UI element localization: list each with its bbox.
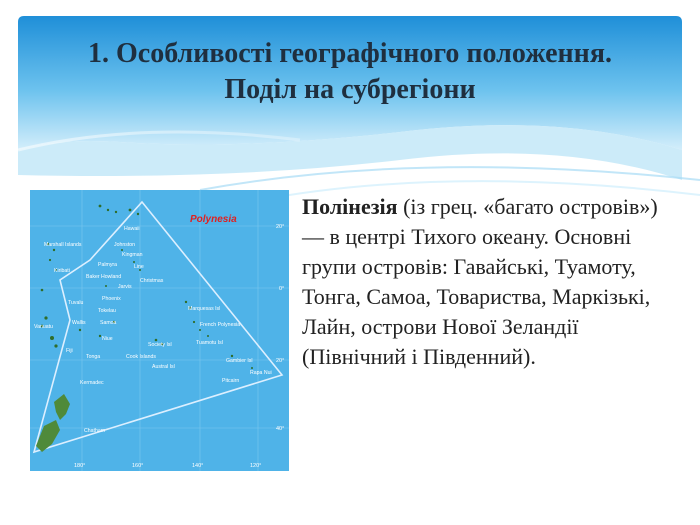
label-christmas: Christmas — [140, 278, 164, 284]
label-rapa-nui: Rapa Nui — [250, 370, 272, 376]
lon-tick-label: 160° — [132, 463, 144, 469]
lat-tick-label: 20° — [276, 358, 285, 364]
lon-tick-label: 140° — [192, 463, 204, 469]
body-term: Полінезія — [302, 194, 398, 219]
label-niue: Niue — [102, 336, 113, 342]
label-jarvis: Jarvis — [118, 284, 132, 290]
label-wallis: Wallis — [72, 320, 86, 326]
polynesia-map — [30, 190, 289, 471]
label-kermadec: Kermadec — [80, 380, 104, 386]
map-title: Polynesia — [190, 214, 237, 225]
label-marshall: Marshall Islands — [44, 242, 82, 248]
label-line: Line — [134, 264, 144, 270]
lat-tick-label: 0° — [279, 286, 285, 292]
label-hawaii: Hawaii — [124, 226, 140, 232]
label-vanuatu: Vanuatu — [34, 324, 53, 330]
label-french-polynesia: French Polynesia — [200, 322, 241, 328]
lat-tick-label: 20° — [276, 224, 285, 230]
label-chatham: Chatham — [84, 428, 106, 434]
body-description: (із грец. «багато островів») — в центрі Тихого океану. Основні групи островів: Гавайські, Туамоту, Тонга, Самоа, Товариства, Маркізькі, Лайн, острови Нової Зеландії (Північний і Південний). — [302, 194, 658, 369]
label-tokelau: Tokelau — [98, 308, 116, 314]
label-palmyra: Palmyra — [98, 262, 118, 268]
label-austral: Austral Isl — [152, 364, 175, 370]
label-samoa: Samoa — [100, 320, 117, 326]
label-tuamotu: Tuamotu Isl — [196, 340, 223, 346]
label-phoenix: Phoenix — [102, 296, 121, 302]
label-fiji: Fiji — [66, 348, 73, 354]
lat-tick-label: 40° — [276, 426, 285, 432]
label-tonga: Tonga — [86, 354, 101, 360]
label-tuvalu: Tuvalu — [68, 300, 84, 306]
label-marquesas: Marquesas Isl — [188, 306, 221, 312]
body-paragraph — [302, 192, 672, 372]
label-gambier: Gambier Isl — [226, 358, 253, 364]
slide-title: 1. Особливості географічного положення. Поділ на субрегіони — [88, 38, 612, 105]
label-baker-howland: Baker Howland — [86, 274, 122, 280]
label-kingman: Kingman — [122, 252, 143, 258]
map-ocean — [30, 190, 289, 471]
label-pitcairn: Pitcairn — [222, 378, 240, 384]
label-johnston: Johnston — [114, 242, 136, 248]
lon-tick-label: 180° — [74, 463, 86, 469]
label-cook: Cook Islands — [126, 354, 156, 360]
lon-tick-label: 120° — [250, 463, 262, 469]
label-society: Society Isl — [148, 342, 172, 348]
label-kiribati: Kiribati — [54, 268, 70, 274]
